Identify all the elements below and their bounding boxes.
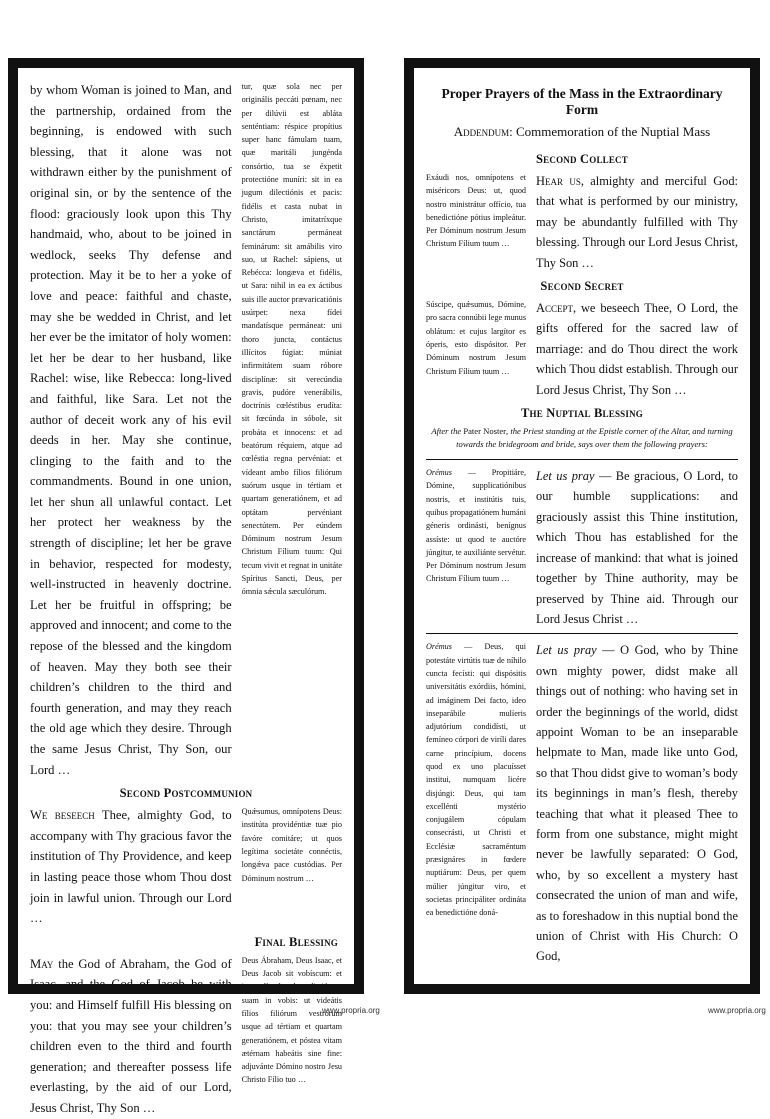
- nuptial-prayer-2: [426, 640, 738, 967]
- rubric-pater-noster: Pater Noster: [463, 426, 507, 437]
- subtitle-text: Commemoration of the Nuptial Mass: [512, 124, 711, 139]
- blessing-english: [30, 954, 232, 1119]
- secret-columns: [426, 298, 738, 400]
- page-body: [413, 67, 751, 985]
- nuptial-prayer-1: [426, 466, 738, 629]
- section-heading-postcommunion: Second Postcommunion: [119, 786, 253, 801]
- section-heading-nuptial-blessing: The Nuptial Blessing: [521, 406, 643, 421]
- section-heading-collect: Second Collect: [536, 152, 628, 166]
- postcommunion-latin: Quǽsumus, omnípotens Deus: institúta providéntiæ tuæ pio favóre comitáre; ut quos legítima societáte connéctis, longǽva pace custódias. Per Dóminum nostrum …: [241, 807, 342, 883]
- rubric-text: , the Priest standing at the Epistle corner of the Altar, and turning towards the bridegroom and bride, says over them the following prayers:: [456, 426, 733, 450]
- lead-word: Let us pray: [536, 643, 597, 658]
- section-heading-secret: Second Secret: [540, 279, 624, 294]
- prayer1-latin-text: — Propitiáre, Dómine, supplicatiónibus nostris, et institútis tuis, quibus propagatiónem humáni géneris ordinásti, benígnus assíste: ut quod te auctóre júngitur, te auxiliánte servétur. Per Dóminum nostrum Jesum Christum Fílium tuum …: [426, 468, 527, 584]
- lead-word: We beseech: [30, 808, 95, 823]
- latin-text: tur, quæ sola nec per originális peccáti pœnam, nec per dilúvii est abláta senténtiam: réspice propítius super hanc fámulam tuam, quæ maritáli jungénda consórtio, tua se éxpetit protectióne muníri: sit in ea jugum dilectiónis et pacis: fidélis et casta nubat in Christo, imitatríxque sanctárum permáneat feminárum: sit amábilis viro suo, ut Rachel: sápiens, ut Rebécca: longæva et fidélis, ut Sara: nihil in ea ex áctibus suis ille auctor prævaricatiónis usúrpet: nexa fídei mandatísque permáneat: uni thoro juncta, contáctus illícitos fúgiat: múniat infirmitátem suam róbore disciplínæ: sit verecúndia gravis, pudóre venerábilis, doctrínis cœléstibus erudíta: sit fœcúnda in sóbole, sit probáta et innocens: et ad beatórum réquiem, atque ad cœléstia regna pervéniat: et vídeant ambo fílios filiórum suórum usque in tértiam et quartam generatiónem, et ad optátam pervéniant senectútem. Per eúndem Dóminum nostrum Jesum Christum Fílium tuum: Qui tecum vivit et regnat in unitáte Spíritus Sancti, Deus, per ómnia sǽcula sæculórum.: [241, 82, 342, 597]
- prayer1-english-text: — Be gracious, O Lord, to our humble supplications: and graciously assist this Thine institution, which Thou has established for the increase of mankind: that what is joined together by Thine authority, may be preserved by Thine aid. Through our Lord Jesus Christ …: [536, 469, 738, 626]
- blessing-columns: [30, 954, 342, 1119]
- collect-latin: Exáudi nos, omnípotens et miséricors Deus: ut, quod nostro ministrátur offício, tua benedictióne pótius impleátur. Per Dóminum nostrum Jesum Christum Fílium tuum …: [426, 173, 527, 249]
- lead-word: Hear us: [536, 174, 581, 188]
- lead-word: May: [30, 956, 54, 971]
- footer-url[interactable]: www.propria.org: [708, 1006, 766, 1015]
- prayer2-english: [536, 640, 738, 967]
- collect-english-text: , almighty and merciful God: that what is performed by our ministry, may be abundantly fulfilled with Thy blessing. Through our Lord Jesus Christ, Thy Son …: [536, 174, 738, 270]
- collect-english: [536, 171, 738, 273]
- right-page: [404, 58, 760, 994]
- footer-url[interactable]: www.propria.org: [322, 1006, 380, 1015]
- postcommunion-english: [30, 805, 232, 929]
- blessing-english-text: the God of Abraham, the God of Isaac, and the God of Jacob be with you: and Himself fulfill His blessing on you: that you may see your children’s children even to the third and fourth generation; and thereafter possess life everlasting, by the aid of our Lord, Jesus Christ, Thy Son …: [30, 956, 232, 1115]
- secret-english-text: , we beseech Thee, O Lord, the gifts offered for the sacred law of marriage: and do Thou direct the work which Thou didst establish. Through our Lord Jesus Christ, Thy Son …: [536, 301, 738, 397]
- secret-latin: Súscipe, quǽsumus, Dómine, pro sacra connúbii lege munus oblátum: et cujus largítor es óperis, esto dispósitor. Per Dóminum nostrum Jesum Christum Fílium tuum …: [426, 300, 527, 376]
- lead-word: Accept: [536, 301, 573, 316]
- prayer-columns: [30, 80, 342, 780]
- divider: [426, 459, 738, 460]
- prayer2-latin-text: — Deus, qui potestáte virtútis tuæ de níhilo cuncta fecísti: qui dispósitis universitátis exórdiis, hómini, ad imáginem Dei facto, ideo inseparábile mulíeris adjutórium condidísti, ut femíneo córpori de viríli dares carne princípium, docens quod ex uno placuísset institui, numquam licére disjúngi: Deus, qui tam excellénti mystério conjugálem cópulam consecrásti, ut Christi et Ecclésiæ sacraméntum præsignáres in fœdere nuptiárum: Deus, per quem múlier júngitur viro, et societas principáliter ordináta ea benedictióne doná-: [426, 642, 527, 918]
- prayer2-latin: [426, 640, 526, 967]
- subtitle-lead: Addendum:: [453, 124, 513, 139]
- prayer2-english-text: — O God, who by Thine own mighty power, didst make all things out of nothing: who having set in order the beginnings of the world, didst appoint Woman to be an inseparable helpmate to Man, made like unto God, so that Thou didst give to woman’s body its beginnings in man’s flesh, thereby teaching that what it pleased Thee to form from one substance, might might never be lawfully separated: O God, who, by so excellent a mystery hast consecrated the union of man and wife, as to foreshadow in this nuptial bond the union of Christ with His Church: O God,: [536, 643, 738, 964]
- lead-word: Orémus: [426, 642, 452, 652]
- page-title: Proper Prayers of the Mass in the Extraordinary Form: [441, 86, 723, 117]
- lead-word: Let us pray: [536, 469, 595, 484]
- page-subtitle: [426, 124, 738, 140]
- lead-word: Orémus: [426, 468, 452, 478]
- english-text: by whom Woman is joined to Man, and the partnership, ordained from the beginning, is endowed with such blessing, that it alone was not withdrawn either by the punishment of original sin, or by the sentence of the flood: graciously look upon this Thy handmaid, who, about to be joined in wedlock, seeks Thy defense and protection. May it be to her a yoke of love and peace: faithful and chaste, may she be wedded in Christ, and let her ever be the imitator of holy women: let her be dear to her husband, like Rachel: wise, like Rebecca: long-lived and faithful, like Sara. Let not the author of deceit work any of his evil deeds in her. May she continue, clinging to the faith and to the commandments. Bound in one union, let her shun all unlawful contact. Let her protect her weakness by the strength of discipline; let her be grave in behavior, respected for modesty, well-instructed in heavenly doctrine. Let her be fruitful in offspring; be approved and innocent; and come to the repose of the blessed and the kingdom of heaven. May they both see their children’s children to the third and fourth generation, and may they reach the old age which they desire. Through the same Jesus Christ, Thy Son, our Lord …: [30, 83, 232, 777]
- blessing-latin: Deus Ábraham, Deus Isaac, et Deus Jacob sit vobíscum: et ipse adímpleat benedictiónem suam in vobis: ut videátis fílios filiórum vestrórum usque ad tértiam et quartam generatiónem, et póstea vitam ætérnam habeátis sine fine: adjuvánte Dómino nostro Jesu Christo Fílio tuo …: [241, 955, 342, 1085]
- prayer1-english: [536, 466, 738, 629]
- collect-columns: [426, 171, 738, 273]
- postcommunion-english-text: Thee, almighty God, to accompany with Thy gracious favor the institution of Thy Providence, and keep in lasting peace those whom Thou dost join in lawful union. Through our Lord …: [30, 808, 232, 926]
- prayer1-latin: [426, 466, 526, 629]
- postcommunion-columns: [30, 805, 342, 929]
- section-heading-final-blessing: Final Blessing: [254, 934, 338, 949]
- rubric-text: After the: [431, 426, 464, 437]
- rubric: [426, 425, 738, 451]
- divider: [426, 633, 738, 634]
- secret-english: [536, 298, 738, 400]
